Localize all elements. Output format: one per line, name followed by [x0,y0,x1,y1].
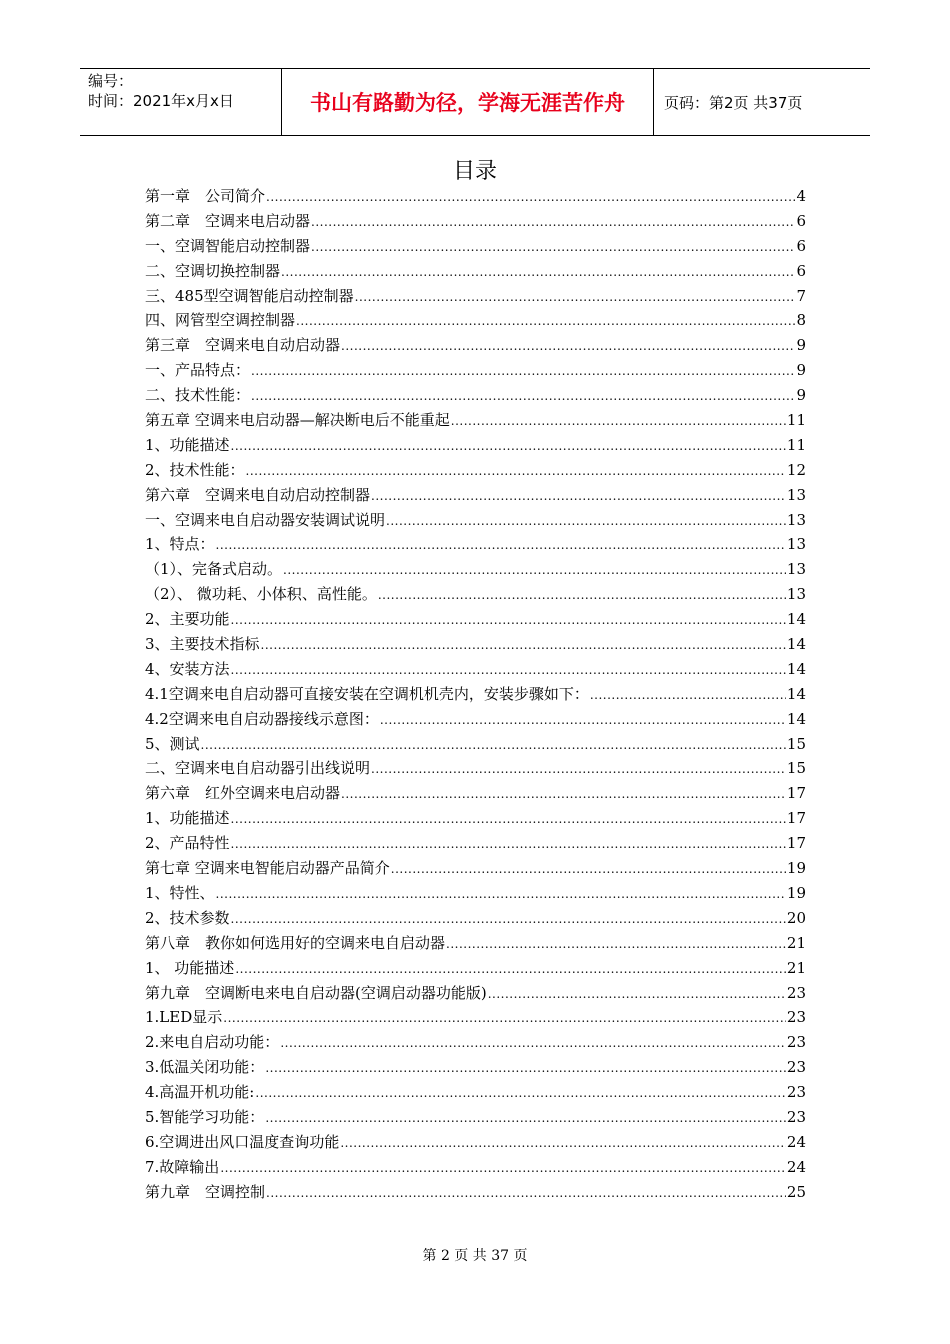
toc-entry-label: 二、空调来电自启动器引出线说明 [145,759,371,778]
toc-entry-page: 17 [786,784,806,803]
page-footer: 第 2 页 共 37 页 [422,1248,528,1264]
toc-entry-page: 23 [786,1107,806,1126]
toc-entry-page: 15 [786,759,806,778]
toc-entry-page: 14 [786,635,806,654]
toc-entry-label: 第九章 空调控制 [145,1182,266,1201]
toc-entry-label: 6.空调进出风口温度查询功能 [145,1132,340,1151]
toc-entry-label: 第七章 空调来电智能启动器产品简介 [145,859,390,878]
toc-entry-page: 19 [786,859,806,878]
toc-entry[interactable] [145,1005,806,1030]
toc-entry-page: 9 [796,386,806,405]
toc-entry-label: 二、技术性能： [145,386,251,405]
toc-entry-page: 23 [786,1033,806,1052]
toc-leader-dots [223,1005,786,1031]
toc-entry[interactable] [145,682,806,707]
toc-leader-dots [446,931,786,957]
toc-entry[interactable] [145,732,806,757]
toc-entry[interactable] [145,532,806,557]
toc-leader-dots [283,557,786,583]
toc-entry-label: 1、功能描述 [145,809,230,828]
toc-entry-label: （2）、 微功耗、小体积、高性能。 [145,585,377,604]
toc-entry-page: 6 [796,236,806,255]
toc-leader-dots [220,1155,786,1181]
toc-entry-label: 1、特性、 [145,883,215,902]
toc-leader-dots [265,1105,786,1131]
toc-entry[interactable] [145,906,806,931]
toc-entry-label: 2、技术参数 [145,908,230,927]
toc-entry[interactable] [145,1180,806,1205]
toc-entry[interactable] [145,259,806,284]
toc-leader-dots [266,1180,786,1206]
toc-entry[interactable] [145,582,806,607]
toc-leader-dots [378,582,786,608]
toc-entry[interactable] [145,781,806,806]
toc-leader-dots [451,408,786,434]
toc-entry[interactable] [145,856,806,881]
toc-entry[interactable] [145,1055,806,1080]
toc-entry[interactable] [145,1130,806,1155]
toc-entry-page: 25 [786,1182,806,1201]
header-meta [80,69,281,135]
toc-entry-page: 24 [786,1132,806,1151]
toc-entry[interactable] [145,632,806,657]
toc-entry-page: 12 [786,460,806,479]
toc-entry-page: 13 [786,535,806,554]
toc-entry[interactable] [145,707,806,732]
toc-entry[interactable] [145,881,806,906]
toc-entry[interactable] [145,284,806,309]
toc-entry-page: 19 [786,883,806,902]
toc-leader-dots [280,1030,786,1056]
toc-entry-page: 23 [786,983,806,1002]
toc-entry-page: 17 [786,809,806,828]
toc-entry-label: 2、技术性能： [145,460,245,479]
toc-entry-label: 第九章 空调断电来电自启动器(空调启动器功能版) [145,983,487,1002]
toc-leader-dots [216,881,786,907]
toc-entry-label: 5.智能学习功能： [145,1107,265,1126]
toc-leader-dots [311,234,795,260]
page-header [80,68,870,136]
toc-leader-dots [341,333,795,359]
toc-entry-page: 20 [786,908,806,927]
toc-entry[interactable] [145,557,806,582]
toc-entry-label: 四、网管型空调控制器 [145,311,296,330]
toc-entry-page: 13 [786,560,806,579]
toc-entry-label: 3.低温关闭功能： [145,1058,265,1077]
toc-entry-page: 13 [786,510,806,529]
toc-entry-label: 第五章 空调来电启动器—解决断电后不能重起 [145,411,450,430]
toc-leader-dots [255,1080,786,1106]
toc-entry[interactable] [145,931,806,956]
toc-entry-label: （1）、完备式启动。 [145,560,283,579]
toc-entry-page: 13 [786,485,806,504]
toc-entry-page: 6 [796,261,806,280]
toc-entry-page: 14 [786,684,806,703]
toc-leader-dots [235,956,786,982]
toc-entry-label: 1、功能描述 [145,435,230,454]
toc-entry-label: 一、空调智能启动控制器 [145,236,311,255]
toc-leader-dots [216,532,786,558]
toc-entry[interactable] [145,433,806,458]
toc-leader-dots [488,981,786,1007]
toc-entry-label: 1.LED显示 [145,1008,223,1027]
toc-entry-label: 4、安装方法 [145,659,230,678]
toc-entry-page: 21 [786,958,806,977]
toc-entry-page: 14 [786,709,806,728]
toc-entry-label: 二、空调切换控制器 [145,261,281,280]
number-label: 编号： [88,72,134,90]
toc-entry[interactable] [145,981,806,1006]
toc-entry-label: 4.2空调来电自启动器接线示意图： [145,709,379,728]
toc-leader-dots [246,458,786,484]
toc-leader-dots [231,657,786,683]
toc-entry-page: 13 [786,585,806,604]
toc-entry[interactable] [145,408,806,433]
toc-leader-dots [201,732,786,758]
table-of-contents [145,184,806,1205]
toc-entry-label: 三、485型空调智能启动控制器 [145,286,354,305]
toc-entry[interactable] [145,1155,806,1180]
toc-leader-dots [371,756,786,782]
toc-leader-dots [261,632,786,658]
toc-entry-page: 6 [796,211,806,230]
toc-entry-label: 第三章 空调来电自动启动器 [145,336,341,355]
toc-entry-label: 第八章 教你如何选用好的空调来电自启动器 [145,933,446,952]
toc-leader-dots [251,358,795,384]
toc-entry-page: 7 [796,286,806,305]
toc-leader-dots [231,433,786,459]
toc-entry-label: 第六章 空调来电自动启动控制器 [145,485,371,504]
toc-entry-label: 5、测试 [145,734,200,753]
toc-leader-dots [380,707,786,733]
toc-entry[interactable] [145,209,806,234]
toc-entry-page: 9 [796,361,806,380]
toc-entry-page: 21 [786,933,806,952]
toc-entry[interactable] [145,383,806,408]
toc-entry-page: 15 [786,734,806,753]
date-line: 时间：2021年x月x日 [88,92,234,110]
toc-entry-label: 4.高温开机功能: [145,1083,255,1102]
toc-entry-page: 17 [786,834,806,853]
toc-leader-dots [371,483,786,509]
toc-entry[interactable] [145,333,806,358]
toc-entry-label: 2、主要功能 [145,610,230,629]
toc-entry[interactable] [145,184,806,209]
toc-entry[interactable] [145,956,806,981]
toc-leader-dots [231,607,786,633]
toc-entry[interactable] [145,234,806,259]
toc-leader-dots [341,781,786,807]
toc-leader-dots [355,284,796,310]
toc-entry-label: 2、产品特性 [145,834,230,853]
toc-entry[interactable] [145,1105,806,1130]
toc-entry-label: 7.故障输出 [145,1157,220,1176]
toc-leader-dots [251,383,795,409]
toc-entry[interactable] [145,458,806,483]
toc-entry-label: 1、 功能描述 [145,958,235,977]
toc-entry-page: 8 [796,311,806,330]
toc-entry[interactable] [145,806,806,831]
toc-entry-page: 11 [786,435,806,454]
toc-leader-dots [296,308,795,334]
toc-leader-dots [265,1055,786,1081]
toc-entry-page: 23 [786,1008,806,1027]
toc-entry-page: 11 [786,411,806,430]
toc-leader-dots [386,508,786,534]
toc-title: 目录 [452,159,497,184]
toc-entry[interactable] [145,657,806,682]
toc-leader-dots [266,184,795,210]
toc-entry[interactable] [145,1080,806,1105]
toc-leader-dots [391,856,786,882]
toc-leader-dots [281,259,795,285]
toc-entry-page: 4 [796,187,806,205]
toc-entry-label: 3、主要技术指标 [145,635,260,654]
toc-entry-page: 9 [796,336,806,355]
toc-entry-page: 23 [786,1083,806,1102]
toc-entry[interactable] [145,607,806,632]
toc-entry-label: 第一章 公司简介 [145,187,266,205]
toc-leader-dots [231,806,786,832]
toc-entry-label: 4.1空调来电自启动器可直接安装在空调机机壳内，安装步骤如下： [145,684,589,703]
toc-leader-dots [231,906,786,932]
toc-entry-label: 1、特点： [145,535,215,554]
toc-entry[interactable] [145,831,806,856]
toc-leader-dots [231,831,786,857]
toc-entry-label: 第六章 红外空调来电启动器 [145,784,341,803]
toc-leader-dots [340,1130,786,1156]
toc-entry[interactable] [145,756,806,781]
toc-entry[interactable] [145,508,806,533]
toc-entry-page: 14 [786,610,806,629]
toc-entry[interactable] [145,358,806,383]
toc-entry[interactable] [145,483,806,508]
toc-entry-label: 一、产品特点： [145,361,251,380]
toc-entry-page: 14 [786,659,806,678]
toc-entry-label: 2.来电自启动功能： [145,1033,280,1052]
toc-entry-label: 一、空调来电自启动器安装调试说明 [145,510,386,529]
toc-entry[interactable] [145,1030,806,1055]
header-motto: 书山有路勤为径，学海无涯苦作舟 [281,69,654,135]
toc-entry-page: 23 [786,1058,806,1077]
toc-entry-page: 24 [786,1157,806,1176]
header-page-info: 页码：第2页 共37页 [664,93,803,112]
toc-leader-dots [590,682,786,708]
toc-entry-label: 第二章 空调来电启动器 [145,211,311,230]
toc-leader-dots [311,209,795,235]
toc-entry[interactable] [145,308,806,333]
